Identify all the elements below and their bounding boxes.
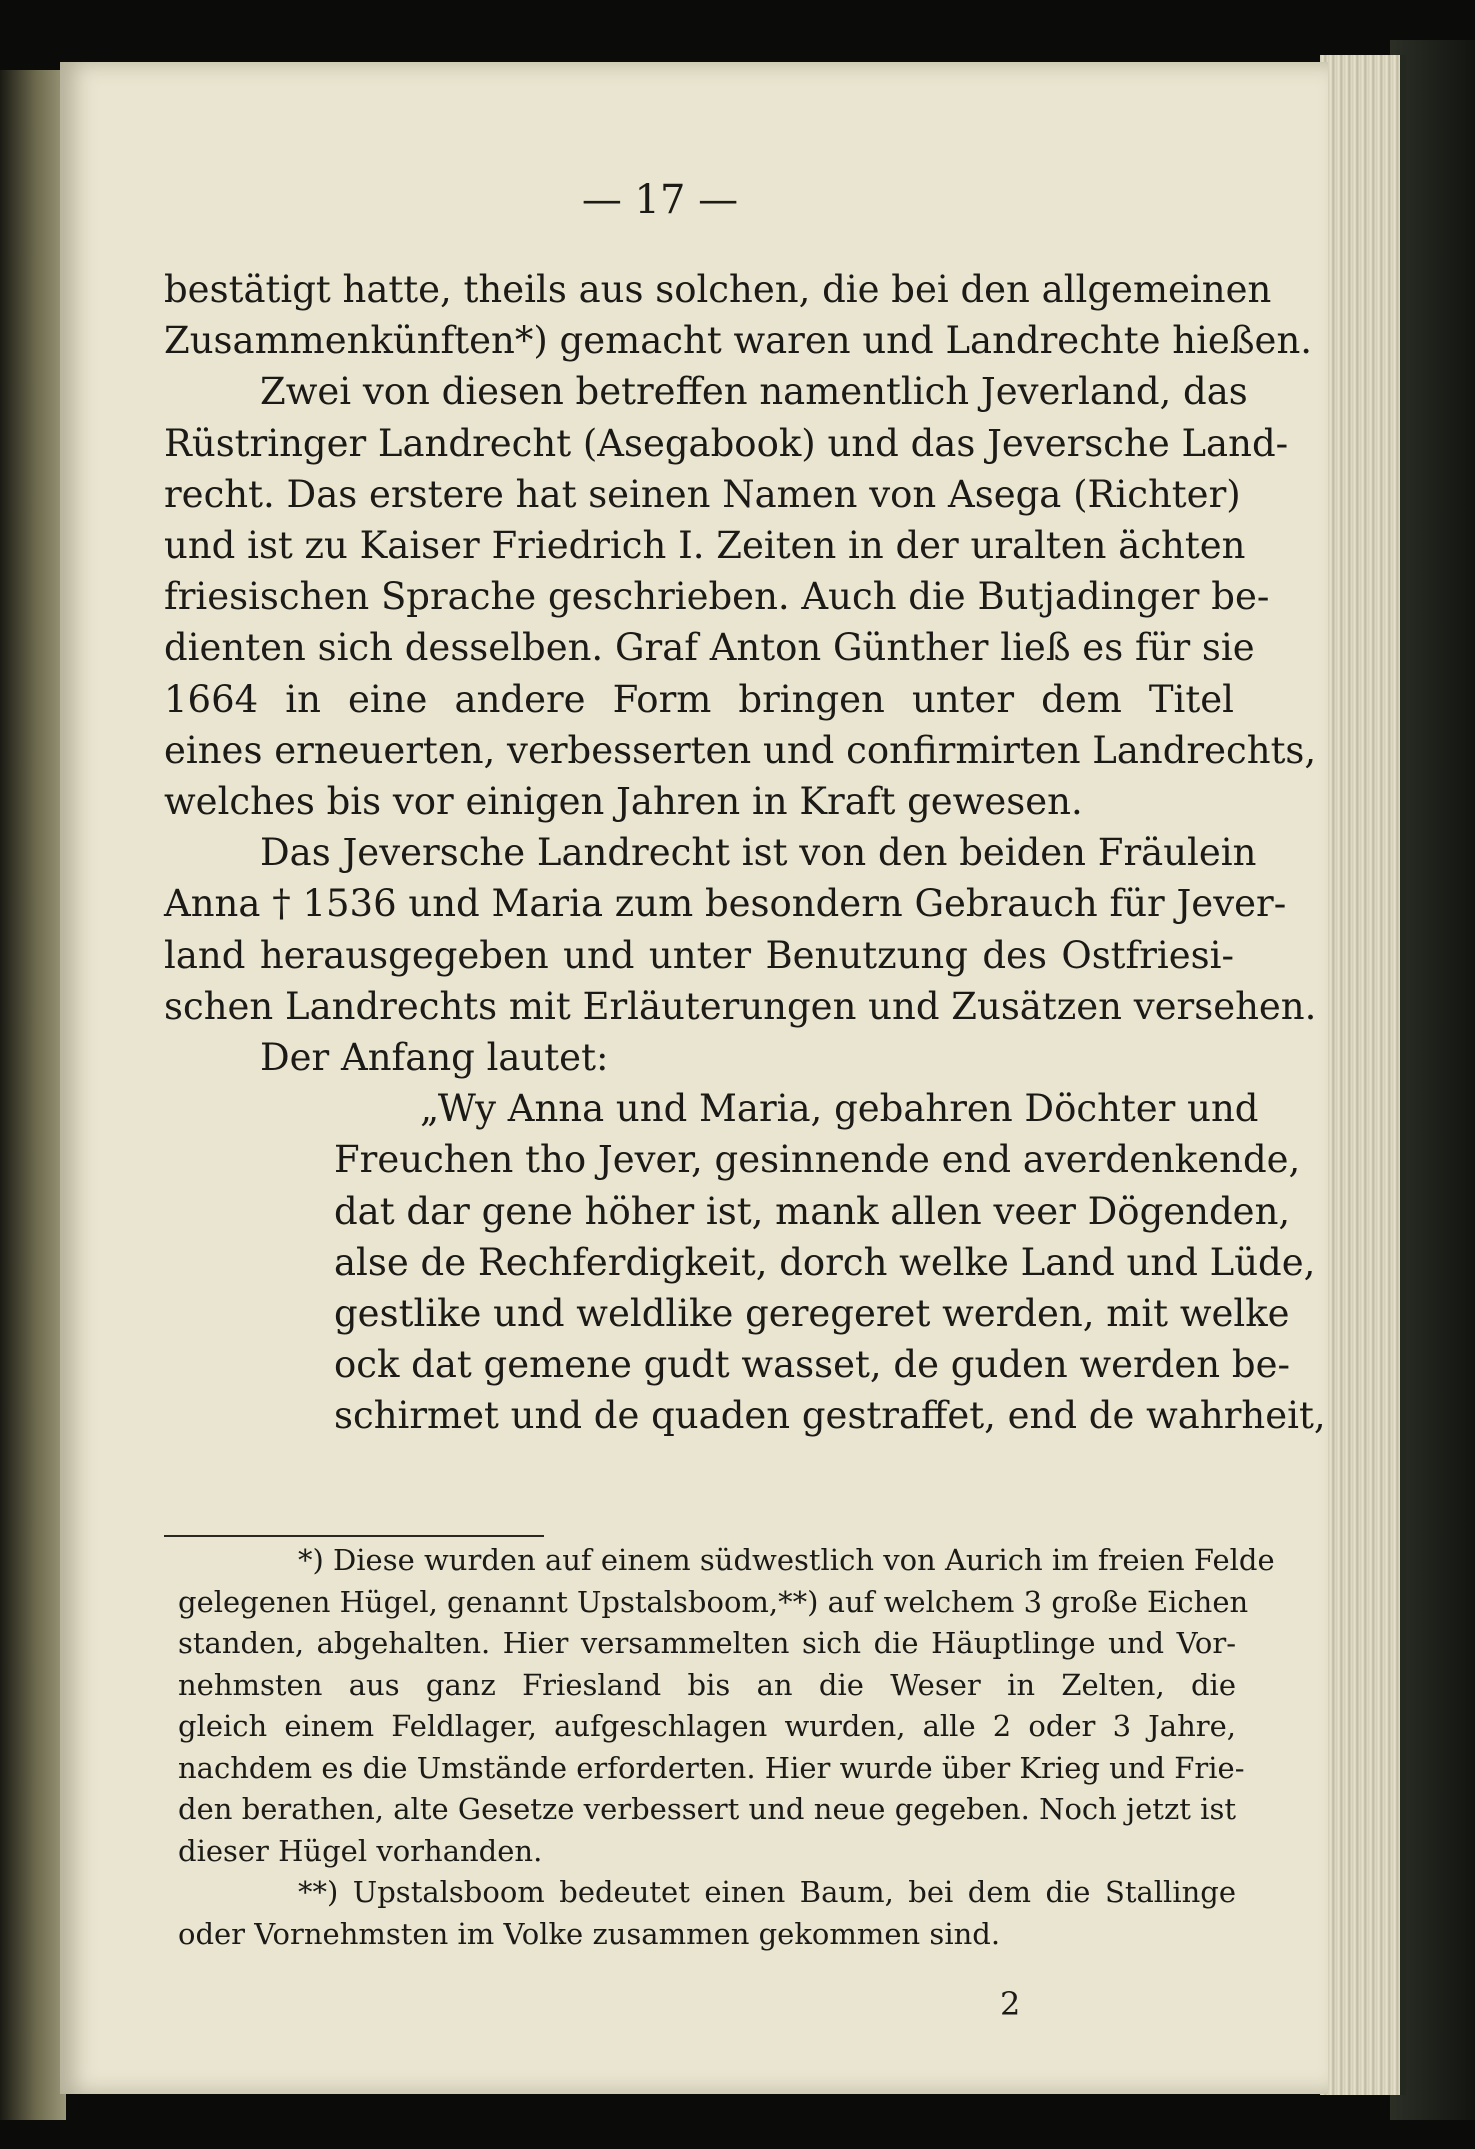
left-page-edge bbox=[0, 70, 66, 2120]
quote-line: schirmet und de quaden gestraffet, end de wahrheit, bbox=[334, 1394, 1326, 1438]
text-line: Anna † 1536 und Maria zum besondern Gebrauch für Jever- bbox=[164, 882, 1287, 926]
text-line: Rüstringer Landrecht (Asegabook) und das Jeversche Land- bbox=[164, 421, 1289, 465]
text-line: friesischen Sprache geschrieben. Auch die Butjadinger be- bbox=[164, 575, 1270, 619]
body-text bbox=[164, 264, 1326, 1442]
footnote-line: standen, abgehalten. Hier versammelten sich die Häuptlinge und Vor- bbox=[178, 1626, 1236, 1660]
text-line: 1664 in eine andere Form bringen unter dem Titel bbox=[164, 677, 1234, 721]
text-line: schen Landrechts mit Erläuterungen und Zusätzen versehen. bbox=[164, 984, 1317, 1028]
quote-line: alse de Rechferdigkeit, dorch welke Land und Lüde, bbox=[334, 1240, 1316, 1284]
footnotes bbox=[178, 1540, 1275, 1955]
footnote-line: nachdem es die Umstände erforderten. Hier wurde über Krieg und Frie- bbox=[178, 1750, 1245, 1785]
text-line: und ist zu Kaiser Friedrich I. Zeiten in der uralten ächten bbox=[164, 524, 1246, 568]
text-line: dienten sich desselben. Graf Anton Günther ließ es für sie bbox=[164, 626, 1255, 670]
text-line: Das Jeversche Landrecht ist von den beiden Fräulein bbox=[260, 831, 1257, 875]
footnote-line: nehmsten aus ganz Friesland bis an die Weser in Zelten, die bbox=[178, 1667, 1236, 1702]
text-line: recht. Das erstere hat seinen Namen von Asega (Richter) bbox=[164, 472, 1241, 516]
footnote-line: *) Diese wurden auf einem südwestlich von Aurich im freien Felde bbox=[298, 1543, 1275, 1577]
footnote-rule bbox=[164, 1535, 544, 1537]
text-line: Zusammenkünften*) gemacht waren und Landrechte hießen. bbox=[164, 319, 1313, 363]
quote-line: Freuchen tho Jever, gesinnende end averdenkende, bbox=[334, 1138, 1301, 1182]
book-page bbox=[60, 62, 1328, 2094]
footnote-line: den berathen, alte Gesetze verbessert und neue gegeben. Noch jetzt ist bbox=[178, 1792, 1236, 1826]
page-stack-edge bbox=[1320, 55, 1406, 2095]
quote-line: „Wy Anna und Maria, gebahren Döchter und bbox=[420, 1087, 1259, 1131]
page-number: — 17 — bbox=[581, 177, 739, 223]
footnote-line: gelegenen Hügel, genannt Upstalsboom,**) auf welchem 3 große Eichen bbox=[178, 1584, 1249, 1619]
footnote-line: oder Vornehmsten im Volke zusammen gekommen sind. bbox=[178, 1916, 1001, 1951]
quote-line: ock dat gemene gudt wasset, de guden werden be- bbox=[334, 1343, 1290, 1387]
signature-mark: 2 bbox=[1000, 1985, 1021, 2023]
footnote-line: **) Upstalsboom bedeutet einen Baum, bei dem die Stallinge bbox=[298, 1875, 1236, 1909]
text-line: eines erneuerten, verbesserten und confirmirten Landrechts, bbox=[164, 728, 1317, 772]
quote-line: gestlike und weldlike geregeret werden, mit welke bbox=[334, 1292, 1290, 1336]
footnote-line: gleich einem Feldlager, aufgeschlagen wurden, alle 2 oder 3 Jahre, bbox=[178, 1709, 1236, 1743]
text-line: land herausgegeben und unter Benutzung des Ostfriesi- bbox=[164, 933, 1234, 977]
quotation-block bbox=[164, 1083, 1326, 1441]
footnote-line: dieser Hügel vorhanden. bbox=[178, 1833, 543, 1868]
text-line: welches bis vor einigen Jahren in Kraft gewesen. bbox=[164, 780, 1083, 824]
text-line: Zwei von diesen betreffen namentlich Jeverland, das bbox=[260, 370, 1248, 414]
text-line: bestätigt hatte, theils aus solchen, die bei den allgemeinen bbox=[164, 268, 1272, 311]
text-line: Der Anfang lautet: bbox=[260, 1036, 609, 1080]
quote-line: dat dar gene höher ist, mank allen veer Dögenden, bbox=[334, 1189, 1291, 1233]
